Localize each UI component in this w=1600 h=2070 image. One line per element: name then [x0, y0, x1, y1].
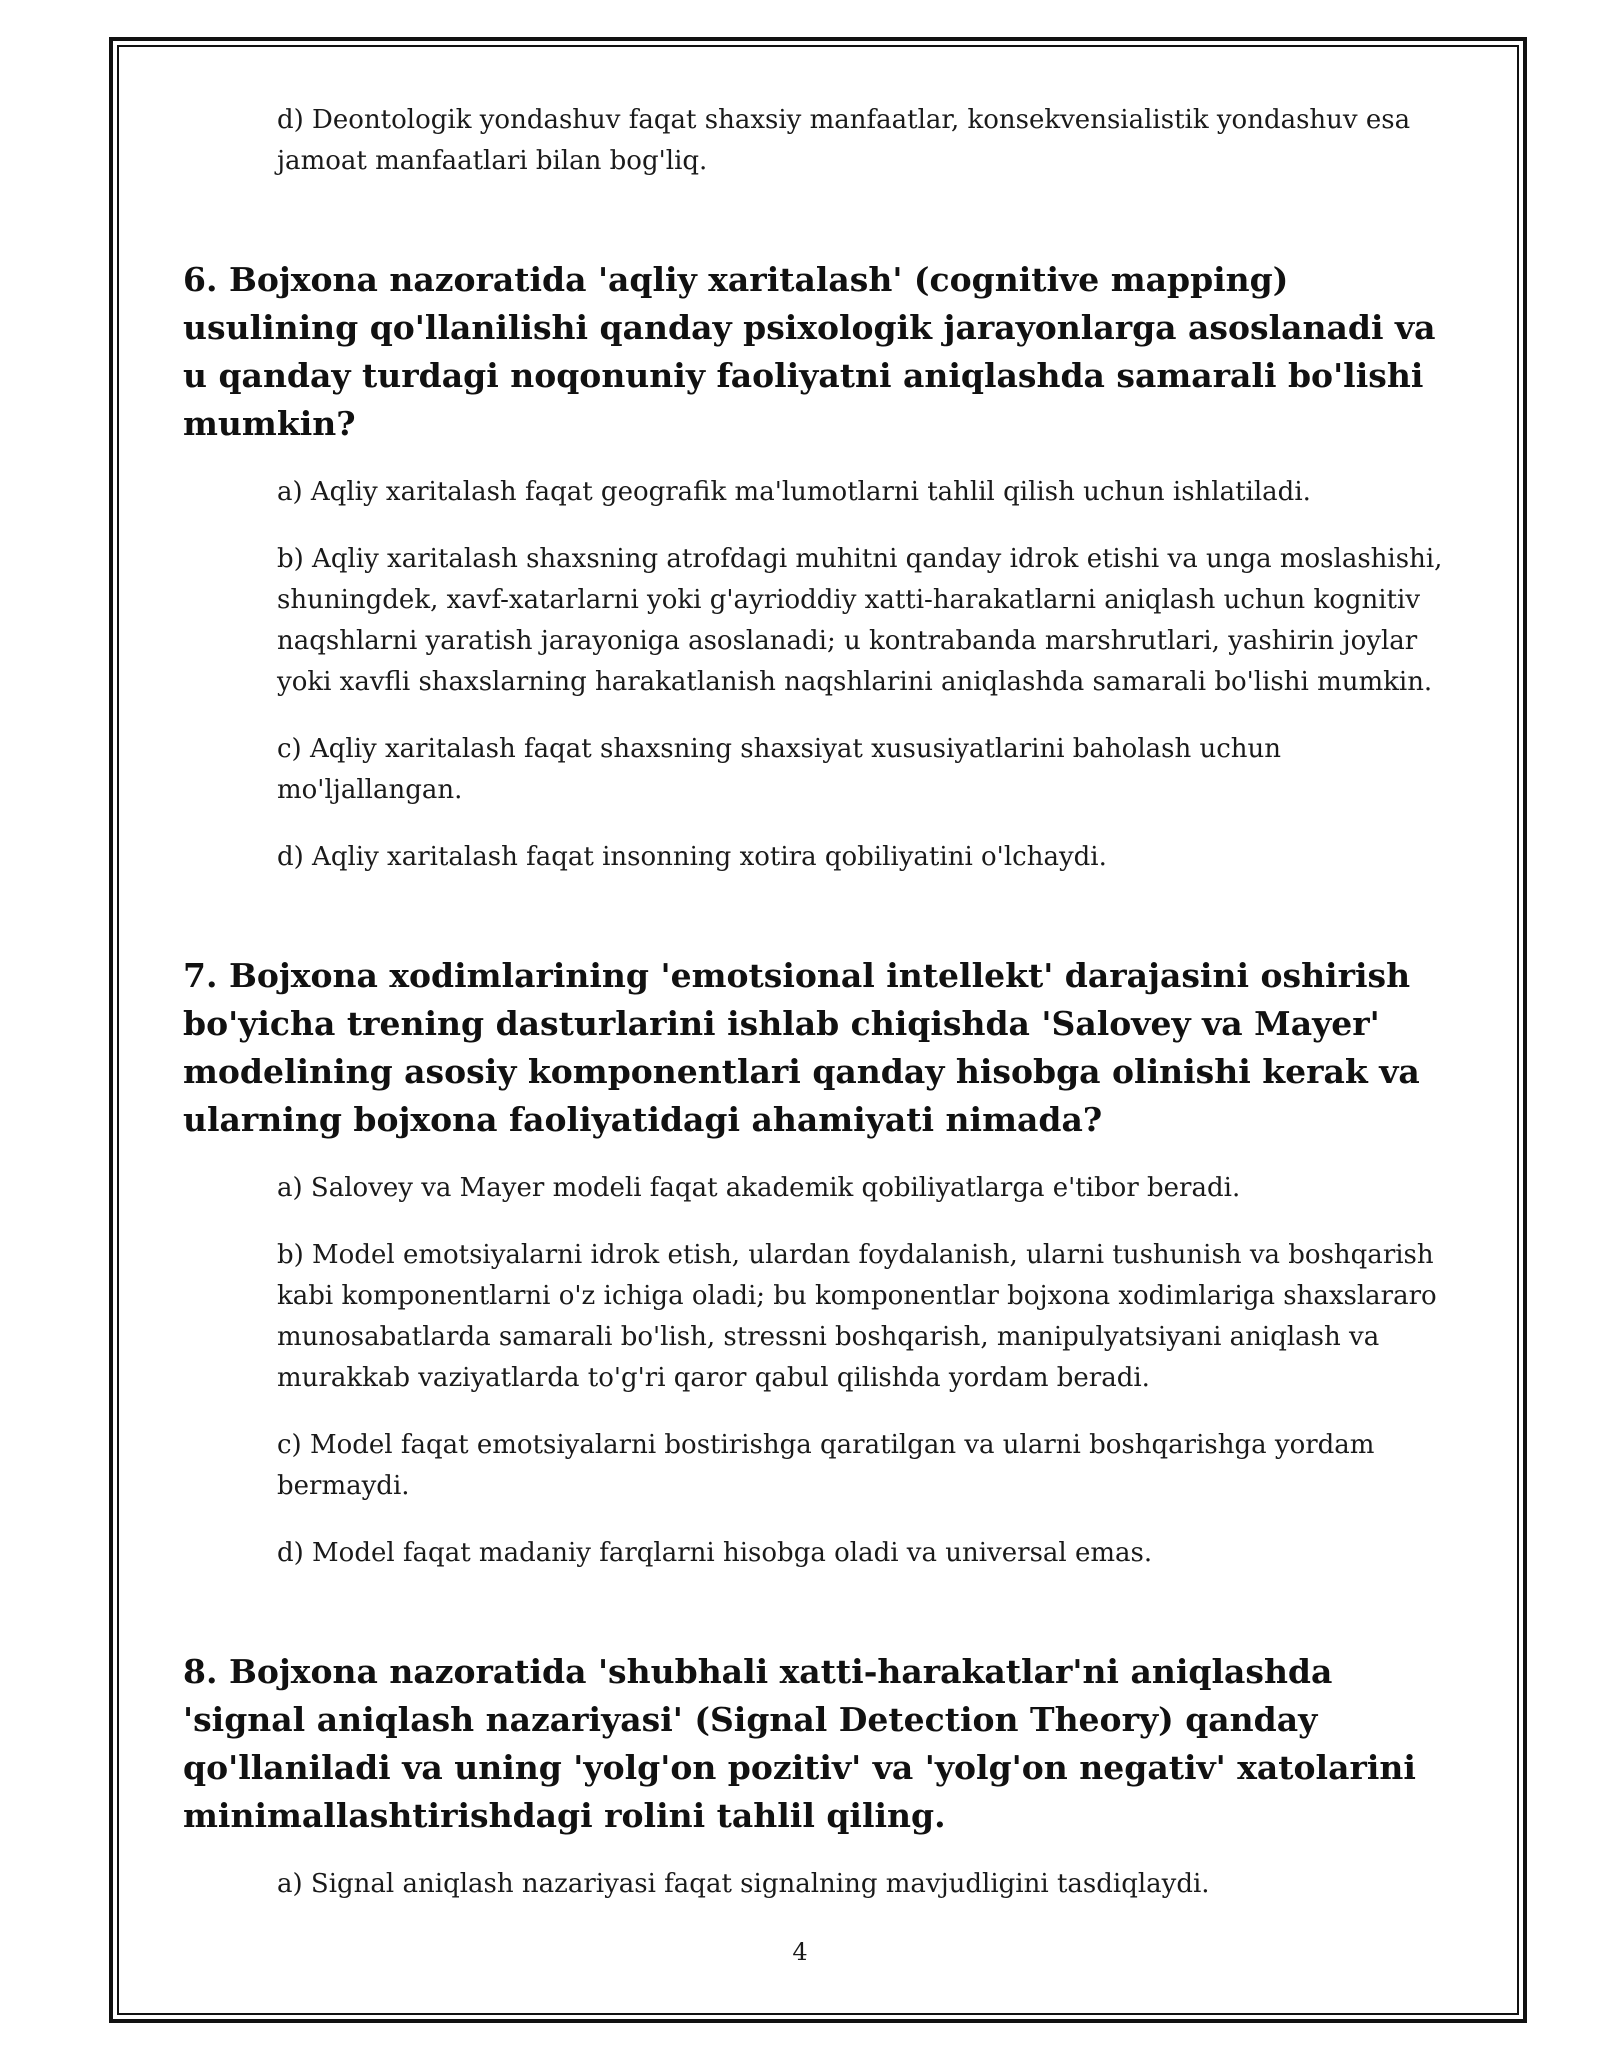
option-6a: a) Aqliy xaritalash faqat geografik ma'lumotlarni tahlil qilish uchun ishlatiladi.	[277, 477, 1311, 507]
option-7b: b) Model emotsiyalarni idrok etish, ulardan foydalanish, ularni tushunish va boshqarish kabi komponentlarni o'z ichiga oladi; bu komponentlar bojxona xodimlariga shaxslararo munosabatlarda samarali bo'lish, stressni boshqarish, manipulyatsiyani aniqlash va murakkab vaziyatlarda to'g'ri qaror qabul qilishda yordam beradi.	[277, 1240, 1437, 1393]
option-8a: a) Signal aniqlash nazariyasi faqat signalning mavjudligini tasdiqlaydi.	[277, 1869, 1210, 1899]
option-7a: a) Salovey va Mayer modeli faqat akademik qobiliyatlarga e'tibor beradi.	[277, 1173, 1241, 1203]
option-6b: b) Aqliy xaritalash shaxsning atrofdagi muhitni qanday idrok etishi va unga moslashishi, shuningdek, xavf-xatarlarni yoki g'ayrioddiy xatti-harakatlarni aniqlash uchun kognitiv naqshlarni yaratish jarayoniga asoslanadi; u kontrabanda marshrutlari, yashirin joylar yoki xavfli shaxslarning harakatlanish naqshlarini aniqlashda samarali bo'lishi mumkin.	[277, 544, 1443, 697]
question-8: 8. Bojxona nazoratida 'shubhali xatti-harakatlar'ni aniqlashda 'signal aniqlash nazariyasi' (Signal Detection Theory) qanday qo'llaniladi va uning 'yolg'on pozitiv' va 'yolg'on negativ' xatolarini minimallashtirishdagi rolini tahlil qiling.	[183, 1652, 1416, 1835]
option-7d: d) Model faqat madaniy farqlarni hisobga oladi va universal emas.	[277, 1538, 1153, 1568]
spacer	[183, 878, 1463, 952]
page-content	[183, 100, 1463, 1931]
option-5d: d) Deontologik yondashuv faqat shaxsiy manfaatlar, konsekvensialistik yondashuv esa jamoat manfaatlari bilan bog'liq.	[277, 105, 1411, 176]
option-6d: d) Aqliy xaritalash faqat insonning xotira qobiliyatini o'lchaydi.	[277, 842, 1107, 872]
question-7: 7. Bojxona xodimlarining 'emotsional intellekt' darajasini oshirish bo'yicha trening dasturlarini ishlab chiqishda 'Salovey va Mayer' modelining asosiy komponentlari qanday hisobga olinishi kerak va ularning bojxona faoliyatidagi ahamiyati nimada?	[183, 956, 1420, 1139]
option-7c: c) Model faqat emotsiyalarni bostirishga qaratilgan va ularni boshqarishga yordam bermaydi.	[277, 1430, 1375, 1501]
spacer	[183, 1574, 1463, 1648]
spacer	[183, 182, 1463, 256]
page-number: 4	[792, 1938, 808, 1966]
question-6: 6. Bojxona nazoratida 'aqliy xaritalash' (cognitive mapping) usulining qo'llanilishi qanday psixologik jarayonlarga asoslanadi va u qanday turdagi noqonuniy faoliyatni aniqlashda samarali bo'lishi mumkin?	[183, 260, 1436, 443]
option-6c: c) Aqliy xaritalash faqat shaxsning shaxsiyat xususiyatlarini baholash uchun mo'ljallangan.	[277, 734, 1282, 805]
